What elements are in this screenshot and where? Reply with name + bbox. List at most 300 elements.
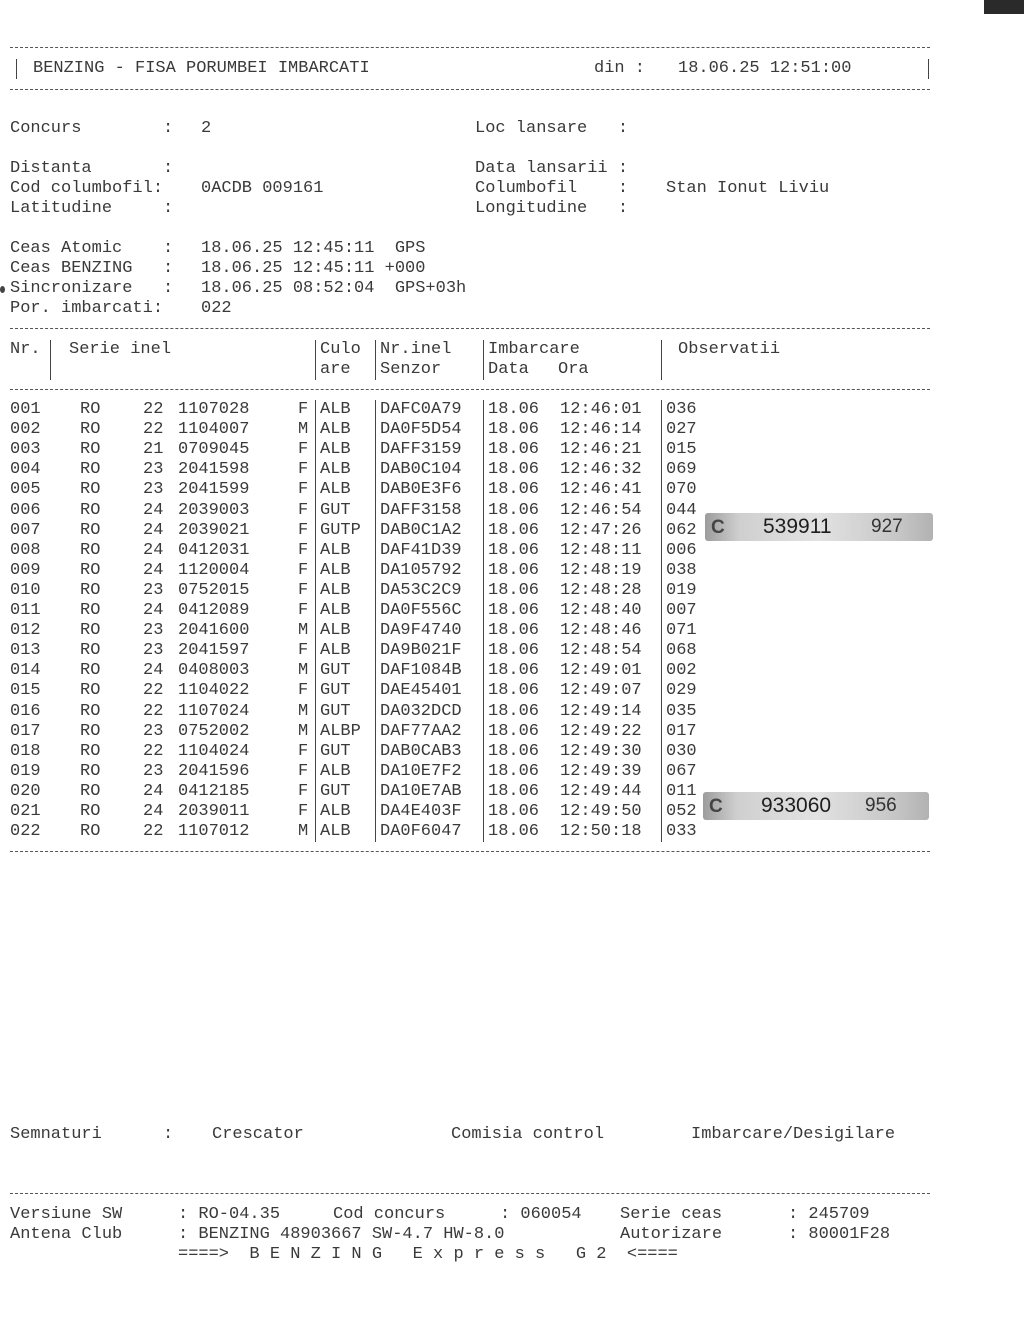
cell-sex: F: [298, 460, 309, 480]
cell-culoare: ALB: [320, 580, 351, 600]
cell-an: 24: [143, 560, 164, 580]
cell-inel: 0709045: [178, 440, 250, 460]
header-din-label: din :: [594, 59, 646, 78]
cell-data: 18.06: [488, 601, 540, 620]
cell-data: 18.06: [488, 721, 540, 741]
footer-banner: ====> B E N Z I N G E x p r e s s G 2 <====: [178, 1245, 678, 1264]
col-divider: [661, 340, 662, 380]
cell-tara: RO: [80, 400, 101, 419]
cod-columbofil-label: Cod columbofil:: [10, 179, 164, 198]
cell-tara: RO: [80, 741, 101, 761]
header-bottom-rule: [10, 89, 930, 90]
cell-data: 18.06: [488, 781, 540, 801]
cell-inel: 2041600: [178, 621, 250, 641]
cell-senzor: DAFF3159: [380, 440, 462, 460]
cell-tara: RO: [80, 440, 101, 460]
cell-data: 18.06: [488, 500, 540, 520]
cell-culoare: ALB: [320, 540, 351, 560]
cell-senzor: DA9B021F: [380, 641, 462, 661]
cell-observatii: 038: [666, 560, 697, 580]
cell-inel: 1104024: [178, 741, 250, 761]
cell-culoare: ALB: [320, 802, 351, 821]
cell-sex: F: [298, 540, 309, 560]
cell-senzor: DA53C2C9: [380, 580, 462, 600]
cell-sex: F: [298, 480, 309, 500]
cell-observatii: 035: [666, 701, 697, 721]
table-bottom-rule: [10, 851, 930, 852]
col-header-culoare-2: are: [320, 360, 351, 379]
cell-an: 24: [143, 661, 164, 681]
cell-culoare: ALB: [320, 601, 351, 620]
table-row: [0, 802, 720, 822]
cell-observatii: 015: [666, 440, 697, 460]
cell-observatii: 011: [666, 781, 697, 801]
scan-edge: [984, 0, 1024, 14]
cell-culoare: ALB: [320, 621, 351, 641]
cell-an: 24: [143, 500, 164, 520]
cell-nr: 002: [10, 420, 41, 440]
cell-an: 22: [143, 701, 164, 721]
cell-culoare: ALBP: [320, 721, 361, 741]
cell-inel: 2041597: [178, 641, 250, 661]
col-divider: [483, 400, 484, 842]
cell-sex: F: [298, 580, 309, 600]
cell-nr: 011: [10, 601, 41, 620]
cell-nr: 014: [10, 661, 41, 681]
por-imbarcati-label: Por. imbarcati:: [10, 299, 164, 318]
cell-an: 23: [143, 641, 164, 661]
cell-ora: 12:48:54: [560, 641, 642, 661]
cell-culoare: ALB: [320, 641, 351, 661]
cell-ora: 12:49:39: [560, 761, 642, 781]
cell-nr: 003: [10, 440, 41, 460]
cell-ora: 12:48:19: [560, 560, 642, 580]
cell-inel: 2041596: [178, 761, 250, 781]
cell-inel: 0412031: [178, 540, 250, 560]
cell-sex: F: [298, 560, 309, 580]
col-divider: [375, 340, 376, 380]
cell-sex: F: [298, 802, 309, 821]
columbofil-label: Columbofil :: [475, 179, 629, 198]
cell-inel: 1104022: [178, 681, 250, 701]
cell-culoare: ALB: [320, 560, 351, 580]
sticker-number: 539911: [763, 515, 832, 538]
cell-data: 18.06: [488, 480, 540, 500]
cell-nr: 001: [10, 400, 41, 419]
table-row: [0, 440, 720, 460]
cell-nr: 018: [10, 741, 41, 761]
sticker-number: 933060: [761, 794, 832, 817]
cell-data: 18.06: [488, 560, 540, 580]
cod-concurs-label: Cod concurs: [333, 1205, 446, 1224]
concurs-label: Concurs :: [10, 119, 174, 138]
cell-tara: RO: [80, 460, 101, 480]
sincronizare-value: 18.06.25 08:52:04 GPS+03h: [201, 279, 467, 298]
distanta-label: Distanta :: [10, 159, 174, 178]
cell-data: 18.06: [488, 400, 540, 419]
cell-inel: 1104007: [178, 420, 250, 440]
cell-an: 24: [143, 601, 164, 620]
cell-data: 18.06: [488, 520, 540, 540]
cod-columbofil-value: 0ACDB 009161: [201, 179, 324, 198]
cell-culoare: GUT: [320, 781, 351, 801]
cell-nr: 019: [10, 761, 41, 781]
cell-culoare: GUT: [320, 500, 351, 520]
cell-inel: 2039011: [178, 802, 250, 821]
cell-ora: 12:47:26: [560, 520, 642, 540]
cell-senzor: DA0F556C: [380, 601, 462, 620]
table-top-rule: [10, 328, 930, 329]
cell-tara: RO: [80, 560, 101, 580]
table-row: [0, 521, 720, 541]
cell-data: 18.06: [488, 802, 540, 821]
cell-senzor: DAB0C104: [380, 460, 462, 480]
cell-tara: RO: [80, 540, 101, 560]
versiune-sw-label: Versiune SW: [10, 1205, 123, 1224]
cell-ora: 12:48:46: [560, 621, 642, 641]
cell-an: 24: [143, 520, 164, 540]
header-right-bar: [928, 59, 929, 79]
cell-observatii: 071: [666, 621, 697, 641]
cell-nr: 005: [10, 480, 41, 500]
cell-sex: M: [298, 721, 309, 741]
cell-sex: F: [298, 741, 309, 761]
autorizare-value: : 80001F28: [788, 1225, 891, 1244]
header-left-bar: [16, 59, 17, 79]
cell-an: 24: [143, 802, 164, 821]
cell-tara: RO: [80, 681, 101, 701]
cell-ora: 12:46:32: [560, 460, 642, 480]
cell-tara: RO: [80, 761, 101, 781]
col-divider: [375, 400, 376, 842]
cell-data: 18.06: [488, 661, 540, 681]
col-divider: [483, 340, 484, 380]
cell-nr: 006: [10, 500, 41, 520]
cell-culoare: ALB: [320, 480, 351, 500]
cell-inel: 2041598: [178, 460, 250, 480]
cell-senzor: DAFC0A79: [380, 400, 462, 419]
header-datetime: 18.06.25 12:51:00: [678, 59, 852, 78]
sticker-prefix: C: [711, 517, 725, 538]
cell-senzor: DAF77AA2: [380, 721, 462, 741]
cell-tara: RO: [80, 601, 101, 620]
cell-an: 23: [143, 480, 164, 500]
signature-comisia: Comisia control: [451, 1125, 605, 1144]
sticker-label: [703, 792, 929, 820]
cell-inel: 0408003: [178, 661, 250, 681]
loc-lansare-label: Loc lansare :: [475, 119, 629, 138]
cell-culoare: ALB: [320, 460, 351, 480]
table-row: [0, 722, 720, 742]
cell-inel: 2039021: [178, 520, 250, 540]
punch-mark: [0, 286, 5, 293]
cell-sex: F: [298, 781, 309, 801]
cell-observatii: 036: [666, 400, 697, 419]
por-imbarcati-value: 022: [201, 299, 232, 318]
table-row: [0, 702, 720, 722]
cell-senzor: DAB0E3F6: [380, 480, 462, 500]
cell-nr: 016: [10, 701, 41, 721]
cell-sex: F: [298, 761, 309, 781]
cell-tara: RO: [80, 661, 101, 681]
col-header-data: Data: [488, 360, 529, 379]
cell-data: 18.06: [488, 681, 540, 701]
cell-sex: M: [298, 420, 309, 440]
table-header-rule: [10, 389, 930, 390]
cell-ora: 12:46:21: [560, 440, 642, 460]
cell-data: 18.06: [488, 621, 540, 641]
col-divider: [661, 400, 662, 842]
cell-an: 22: [143, 822, 164, 842]
cell-data: 18.06: [488, 761, 540, 781]
sticker-suffix: 956: [865, 795, 897, 816]
sticker-label: [705, 513, 933, 541]
header-top-rule: [10, 47, 930, 48]
cell-senzor: DAF1084B: [380, 661, 462, 681]
table-row: [0, 762, 720, 782]
cell-tara: RO: [80, 781, 101, 801]
cell-culoare: GUT: [320, 701, 351, 721]
col-header-nr: Nr.: [10, 340, 41, 359]
cell-observatii: 029: [666, 681, 697, 701]
concurs-value: 2: [201, 119, 212, 138]
cod-concurs-value: : 060054: [500, 1205, 582, 1224]
cell-inel: 0752015: [178, 580, 250, 600]
autorizare-label: Autorizare: [620, 1225, 723, 1244]
cell-senzor: DAB0CAB3: [380, 741, 462, 761]
cell-sex: M: [298, 701, 309, 721]
latitudine-label: Latitudine :: [10, 199, 174, 218]
cell-an: 23: [143, 621, 164, 641]
cell-inel: 0412185: [178, 781, 250, 801]
footer-top-rule: [10, 1193, 930, 1194]
table-row: [0, 541, 720, 561]
cell-an: 22: [143, 681, 164, 701]
signature-crescator: Crescator: [212, 1125, 304, 1144]
cell-ora: 12:49:01: [560, 661, 642, 681]
table-row: [0, 822, 720, 842]
cell-tara: RO: [80, 420, 101, 440]
cell-observatii: 006: [666, 540, 697, 560]
col-header-ora: Ora: [558, 360, 589, 379]
cell-ora: 12:49:14: [560, 701, 642, 721]
cell-culoare: GUTP: [320, 520, 361, 540]
cell-data: 18.06: [488, 460, 540, 480]
cell-ora: 12:49:30: [560, 741, 642, 761]
cell-inel: 1120004: [178, 560, 250, 580]
col-header-culoare: Culo: [320, 340, 361, 359]
table-row: [0, 681, 720, 701]
cell-ora: 12:46:01: [560, 400, 642, 419]
cell-observatii: 062: [666, 520, 697, 540]
sincronizare-label: Sincronizare :: [10, 279, 174, 298]
cell-senzor: DA0F6047: [380, 822, 462, 842]
cell-senzor: DAB0C1A2: [380, 520, 462, 540]
cell-ora: 12:49:22: [560, 721, 642, 741]
cell-culoare: ALB: [320, 761, 351, 781]
table-row: [0, 480, 720, 500]
cell-inel: 1107024: [178, 701, 250, 721]
ceas-benzing-value: 18.06.25 12:45:11 +000: [201, 259, 426, 278]
ceas-atomic-label: Ceas Atomic :: [10, 239, 174, 258]
cell-sex: F: [298, 520, 309, 540]
cell-an: 24: [143, 781, 164, 801]
cell-sex: F: [298, 500, 309, 520]
signatures-label: Semnaturi :: [10, 1125, 174, 1144]
cell-data: 18.06: [488, 420, 540, 440]
cell-an: 23: [143, 721, 164, 741]
col-header-observatii: Observatii: [678, 340, 781, 359]
cell-culoare: ALB: [320, 400, 351, 419]
cell-data: 18.06: [488, 580, 540, 600]
cell-an: 22: [143, 420, 164, 440]
cell-nr: 009: [10, 560, 41, 580]
cell-culoare: GUT: [320, 741, 351, 761]
cell-observatii: 070: [666, 480, 697, 500]
cell-nr: 012: [10, 621, 41, 641]
table-row: [0, 742, 720, 762]
cell-observatii: 002: [666, 661, 697, 681]
table-row: [0, 501, 720, 521]
cell-an: 23: [143, 761, 164, 781]
table-row: [0, 641, 720, 661]
cell-data: 18.06: [488, 641, 540, 661]
cell-senzor: DAFF3158: [380, 500, 462, 520]
table-row: [0, 581, 720, 601]
col-header-senzor: Senzor: [380, 360, 442, 379]
cell-data: 18.06: [488, 440, 540, 460]
cell-nr: 015: [10, 681, 41, 701]
signature-imbarcare: Imbarcare/Desigilare: [691, 1125, 896, 1144]
cell-observatii: 017: [666, 721, 697, 741]
col-divider: [50, 340, 51, 380]
cell-senzor: DA9F4740: [380, 621, 462, 641]
cell-senzor: DAF41D39: [380, 540, 462, 560]
cell-nr: 010: [10, 580, 41, 600]
cell-senzor: DA10E7F2: [380, 761, 462, 781]
cell-tara: RO: [80, 621, 101, 641]
cell-observatii: 068: [666, 641, 697, 661]
col-divider: [315, 340, 316, 380]
cell-culoare: GUT: [320, 681, 351, 701]
cell-observatii: 019: [666, 580, 697, 600]
cell-inel: 1107012: [178, 822, 250, 842]
cell-tara: RO: [80, 580, 101, 600]
cell-sex: F: [298, 440, 309, 460]
serie-ceas-value: : 245709: [788, 1205, 870, 1224]
cell-nr: 007: [10, 520, 41, 540]
cell-ora: 12:46:41: [560, 480, 642, 500]
cell-nr: 021: [10, 802, 41, 821]
cell-ora: 12:46:54: [560, 500, 642, 520]
cell-senzor: DA10E7AB: [380, 781, 462, 801]
table-row: [0, 561, 720, 581]
columbofil-value: Stan Ionut Liviu: [666, 179, 830, 198]
cell-an: 23: [143, 580, 164, 600]
col-header-imbarcare: Imbarcare: [488, 340, 580, 359]
cell-observatii: 033: [666, 822, 697, 842]
cell-tara: RO: [80, 520, 101, 540]
table-row: [0, 782, 720, 802]
table-row: [0, 460, 720, 480]
sticker-prefix: C: [709, 796, 723, 817]
cell-sex: M: [298, 661, 309, 681]
cell-observatii: 027: [666, 420, 697, 440]
cell-sex: M: [298, 822, 309, 842]
cell-inel: 1107028: [178, 400, 250, 419]
ceas-benzing-label: Ceas BENZING :: [10, 259, 174, 278]
cell-senzor: DA105792: [380, 560, 462, 580]
cell-senzor: DA032DCD: [380, 701, 462, 721]
cell-observatii: 030: [666, 741, 697, 761]
cell-culoare: ALB: [320, 822, 351, 842]
cell-culoare: GUT: [320, 661, 351, 681]
cell-tara: RO: [80, 802, 101, 821]
cell-sex: F: [298, 601, 309, 620]
cell-data: 18.06: [488, 822, 540, 842]
cell-inel: 0412089: [178, 601, 250, 620]
cell-ora: 12:49:07: [560, 681, 642, 701]
cell-observatii: 044: [666, 500, 697, 520]
cell-observatii: 069: [666, 460, 697, 480]
longitudine-label: Longitudine :: [475, 199, 629, 218]
cell-ora: 12:48:11: [560, 540, 642, 560]
cell-nr: 017: [10, 721, 41, 741]
cell-an: 23: [143, 460, 164, 480]
cell-tara: RO: [80, 480, 101, 500]
cell-nr: 013: [10, 641, 41, 661]
antena-club-value: : BENZING 48903667 SW-4.7 HW-8.0: [178, 1225, 505, 1244]
cell-data: 18.06: [488, 701, 540, 721]
col-divider: [315, 400, 316, 842]
cell-sex: F: [298, 641, 309, 661]
col-header-nr-inel: Nr.inel: [380, 340, 452, 359]
versiune-sw-value: : RO-04.35: [178, 1205, 281, 1224]
cell-ora: 12:49:50: [560, 802, 642, 821]
table-row: [0, 400, 720, 420]
cell-tara: RO: [80, 721, 101, 741]
cell-inel: 2039003: [178, 500, 250, 520]
cell-nr: 004: [10, 460, 41, 480]
cell-data: 18.06: [488, 741, 540, 761]
cell-tara: RO: [80, 500, 101, 520]
cell-ora: 12:49:44: [560, 781, 642, 801]
cell-an: 24: [143, 540, 164, 560]
table-row: [0, 601, 720, 621]
cell-tara: RO: [80, 641, 101, 661]
cell-culoare: ALB: [320, 440, 351, 460]
table-row: [0, 420, 720, 440]
cell-data: 18.06: [488, 540, 540, 560]
cell-tara: RO: [80, 822, 101, 842]
cell-observatii: 067: [666, 761, 697, 781]
antena-club-label: Antena Club: [10, 1225, 123, 1244]
cell-observatii: 052: [666, 802, 697, 821]
document-title: BENZING - FISA PORUMBEI IMBARCATI: [33, 59, 370, 78]
cell-an: 21: [143, 440, 164, 460]
cell-tara: RO: [80, 701, 101, 721]
cell-nr: 022: [10, 822, 41, 842]
cell-nr: 020: [10, 781, 41, 801]
cell-an: 22: [143, 400, 164, 419]
cell-inel: 0752002: [178, 721, 250, 741]
cell-inel: 2041599: [178, 480, 250, 500]
cell-senzor: DA0F5D54: [380, 420, 462, 440]
cell-nr: 008: [10, 540, 41, 560]
serie-ceas-label: Serie ceas: [620, 1205, 723, 1224]
cell-ora: 12:46:14: [560, 420, 642, 440]
cell-ora: 12:48:28: [560, 580, 642, 600]
